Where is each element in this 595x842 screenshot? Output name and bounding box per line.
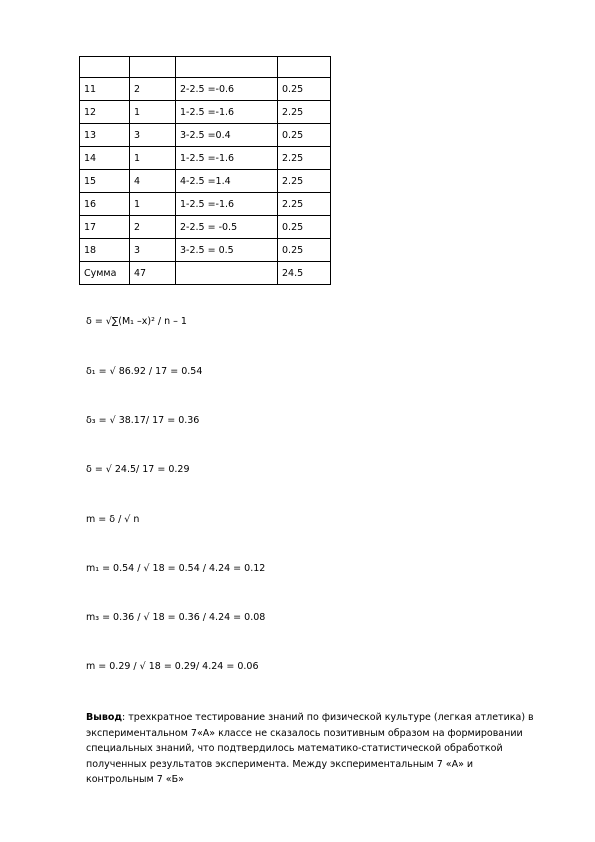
formula-sigma-3: δ₃ = √ 38.17/ 17 = 0.36 [86, 415, 200, 426]
table-cell [176, 262, 278, 285]
formula-sigma-general: δ = √∑(M₁ –x)² / n – 1 [86, 316, 187, 327]
table-cell: 15 [80, 170, 130, 193]
table-cell [176, 57, 278, 78]
table-cell [278, 57, 331, 78]
table-cell: 2.25 [278, 147, 331, 170]
table-cell [80, 57, 130, 78]
table-cell: 0.25 [278, 216, 331, 239]
table-cell: 2.25 [278, 170, 331, 193]
table-cell: 11 [80, 78, 130, 101]
table-cell: 17 [80, 216, 130, 239]
table-cell: 14 [80, 147, 130, 170]
table-row [80, 147, 331, 170]
table-cell: 2 [130, 78, 176, 101]
table-cell: 1-2.5 =-1.6 [176, 101, 278, 124]
table-row [80, 170, 331, 193]
table-cell: 2.25 [278, 101, 331, 124]
table-cell: 2-2.5 =-0.6 [176, 78, 278, 101]
formula-m: m = 0.29 / √ 18 = 0.29/ 4.24 = 0.06 [86, 661, 259, 672]
table-cell: 13 [80, 124, 130, 147]
table-row [80, 239, 331, 262]
table-cell: 2 [130, 216, 176, 239]
table-cell [130, 57, 176, 78]
table-cell: 0.25 [278, 124, 331, 147]
table-cell: 47 [130, 262, 176, 285]
table-cell: 4 [130, 170, 176, 193]
table-row [80, 124, 331, 147]
formula-sigma: δ = √ 24.5/ 17 = 0.29 [86, 464, 190, 475]
table-cell: 1 [130, 147, 176, 170]
table-row [80, 78, 331, 101]
table-cell: 1-2.5 =-1.6 [176, 193, 278, 216]
table-cell: 1-2.5 =-1.6 [176, 147, 278, 170]
deviation-table [79, 56, 331, 285]
table-row [80, 101, 331, 124]
table-header-row [80, 57, 331, 78]
conclusion-text: : трехкратное тестирование знаний по физической культуре (легкая атлетика) в экспериментальном 7«А» классе не сказалось позитивным образом на формировании специальных знаний, что подтвердилось математико-статистической обработкой полученных результатов эксперимента. Между экспериментальным 7 «А» и контрольным 7 «Б» [86, 712, 534, 785]
table-cell: 1 [130, 101, 176, 124]
table-row [80, 193, 331, 216]
formula-sigma-1: δ₁ = √ 86.92 / 17 = 0.54 [86, 366, 203, 377]
formula-m-3: m₃ = 0.36 / √ 18 = 0.36 / 4.24 = 0.08 [86, 612, 266, 623]
table-cell: 16 [80, 193, 130, 216]
formula-m-1: m₁ = 0.54 / √ 18 = 0.54 / 4.24 = 0.12 [86, 563, 266, 574]
table-cell: 3 [130, 124, 176, 147]
table-cell: 12 [80, 101, 130, 124]
table-cell: 4-2.5 =1.4 [176, 170, 278, 193]
table-row [80, 262, 331, 285]
table-cell: 0.25 [278, 239, 331, 262]
table-cell: 3 [130, 239, 176, 262]
table-cell: 2-2.5 = -0.5 [176, 216, 278, 239]
conclusion-label: Вывод [86, 712, 123, 723]
table-cell: 3-2.5 =0.4 [176, 124, 278, 147]
table-cell: 2.25 [278, 193, 331, 216]
table-cell: 0.25 [278, 78, 331, 101]
formula-m-general: m = δ / √ n [86, 514, 140, 525]
table-cell: 3-2.5 = 0.5 [176, 239, 278, 262]
conclusion-paragraph [86, 710, 536, 788]
table-cell: Сумма [80, 262, 130, 285]
table-cell: 24.5 [278, 262, 331, 285]
table-cell: 18 [80, 239, 130, 262]
table-cell: 1 [130, 193, 176, 216]
table-row [80, 216, 331, 239]
